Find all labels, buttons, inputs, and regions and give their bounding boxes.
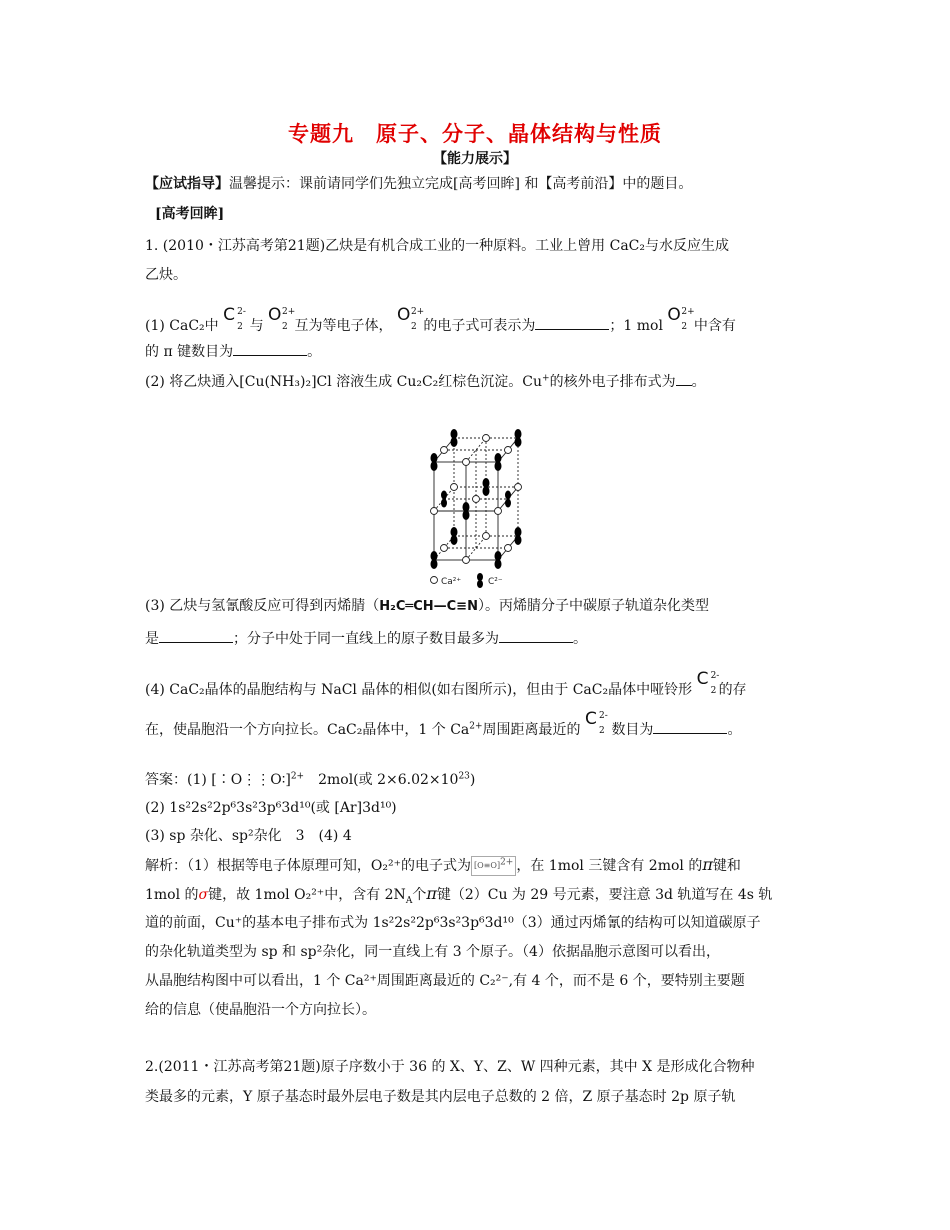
answer-blank[interactable] (535, 317, 609, 330)
analysis-text-a: 解析：（1）根据等电子体原理可知，O₂²⁺的电子式为 (145, 858, 471, 874)
answer-end: ) (469, 772, 476, 788)
figure-legend (431, 573, 503, 588)
exam-guide (145, 175, 692, 193)
q1-p4-text-a: (4) CaC₂晶体的晶胞结构与 NaCl 晶体的相似(如右图所示)，但由于 CaC₂晶体中哑铃形 (145, 682, 693, 698)
ion-o2-2plus: O 2+ 2 (396, 305, 425, 332)
pi-symbol: π (426, 884, 437, 903)
answer-line2: (2) 1s²2s²2p⁶3s²3p⁶3d¹⁰(或 [Ar]3d¹⁰) (145, 800, 397, 816)
ion-c2-2minus: C 2- 2 (696, 669, 720, 696)
q1-p4-l2-text-d: 。 (727, 722, 742, 738)
answer-blank[interactable] (233, 343, 307, 356)
legend-c: C²⁻ (488, 577, 503, 587)
q1-part1-line2 (145, 343, 321, 361)
q1-p1-l2-text-b: 。 (307, 344, 322, 360)
q1-part2 (145, 373, 706, 391)
sigma-symbol: σ (198, 887, 209, 903)
analysis-line4: 的杂化轨道类型为 sp 和 sp²杂化，同一直线上有 3 个原子。（4）依据晶胞示意图可以看出， (145, 944, 720, 960)
analysis-line6: 给的信息（使晶胞沿一个方向拉长）。 (145, 1002, 376, 1018)
q1-part4-line1 (145, 669, 747, 700)
q1-p3-l2-text-a: 是 (145, 631, 159, 647)
answer-blank[interactable] (653, 721, 727, 734)
analysis-text-b: ，在 1mol 三键含有 2mol 的 (516, 858, 703, 874)
q1-p3-l2-text-c: 。 (573, 631, 587, 647)
answer-line3: (3) sp 杂化、sp²杂化 3 (4) 4 (145, 828, 352, 844)
answer-blank[interactable] (159, 630, 233, 643)
analysis-l2-text-a: 1mol 的 (145, 887, 199, 903)
q2-stem-line2: 类最多的元素，Y 原子基态时最外层电子数是其内层电子总数的 2 倍，Z 原子基态时 2p 原子轨 (145, 1089, 736, 1105)
q1-p3-l2-text-b: ；分子中处于同一直线上的原子数目最多为 (233, 631, 499, 647)
q1-part4-line2 (145, 709, 742, 740)
q1-p1-text-f: 中含有 (693, 318, 736, 334)
guide-text: 温馨提示：课前请同学们先独立完成[高考回眸] 和【高考前沿】中的题目。 (229, 176, 693, 192)
answer-label: 答案：(1) (145, 772, 212, 788)
answer-blank[interactable] (676, 373, 692, 386)
q1-p1-text-d: 的电子式可表示为 (423, 318, 536, 334)
analysis-l2-text-c: 个 (412, 887, 427, 903)
answer-line1 (145, 771, 475, 789)
q1-p4-l2-text-b: 周围距离最近的 (482, 722, 581, 738)
q1-p3-text-b: ）。丙烯腈分子中碳原子轨道杂化类型 (477, 598, 709, 614)
q1-p2-text-c: 。 (691, 374, 706, 390)
q1-p1-text-a: (1) CaC₂中 (145, 318, 219, 334)
cac2-unit-cell-figure (420, 428, 530, 590)
analysis-line3: 道的前面，Cu⁺的基本电子排布式为 1s²2s²2p⁶3s²3p⁶3d¹⁰（3）通过丙烯氰的结构可以知道碳原子 (145, 915, 761, 931)
q1-p4-l2-text-a: 在，使晶胞沿一个方向拉长。CaC₂晶体中，1 个 Ca (145, 722, 470, 738)
ion-o2-2plus: O 2+ 2 (667, 305, 695, 332)
o2-electron-formula-image: $[O\equiv O]^{2+}$ (471, 856, 516, 876)
q1-stem-line2: 乙炔。 (145, 267, 187, 283)
legend-ca: Ca²⁺ (441, 577, 462, 587)
q1-p4-l2-text-c: 数目为 (611, 722, 654, 738)
q1-part3-line2 (145, 630, 587, 648)
q1-p1-text-c: 互为等电子体， (294, 318, 393, 334)
analysis-l2-text-d: 键（2）Cu 为 29 号元素，要注意 3d 轨道写在 4s 轨 (436, 887, 773, 903)
answer-exp: 23 (458, 771, 470, 782)
section-review-heading: [高考回眸] (155, 206, 225, 222)
q1-p2-sup: + (542, 373, 550, 384)
na-subscript: A (405, 895, 413, 906)
answer-rest: 2mol(或 2×6.02×10 (304, 772, 459, 788)
q1-p4-text-b: 的存 (718, 682, 747, 698)
analysis-text-c: 键和 (712, 858, 741, 874)
q1-stem-line1: 1. (2010・江苏高考第21题)乙炔是有机合成工业的一种原料。工业上曾用 CaC₂与水反应生成 (145, 238, 730, 254)
q1-part1-line1 (145, 305, 736, 336)
q1-p2-text-b: 的核外电子排布式为 (549, 374, 676, 390)
analysis-line2 (145, 885, 772, 904)
acrylonitrile-formula: H₂C═CH—C≡N (379, 599, 478, 614)
q1-p1-text-e: ；1 mol (609, 318, 663, 334)
q2-stem-line1: 2.(2011・江苏高考第21题)原子序数小于 36 的 X、Y、Z、W 四种元素，其中 X 是形成化合物种 (145, 1059, 755, 1075)
q1-p2-text-a: (2) 将乙炔通入[Cu(NH₃)₂]Cl 溶液生成 Cu₂C₂红棕色沉淀。Cu (145, 374, 543, 390)
guide-label: 【应试指导】 (145, 176, 229, 192)
ion-c2-2minus: C 2- 2 (584, 709, 608, 736)
page-title: 专题九 原子、分子、晶体结构与性质 (288, 122, 662, 146)
analysis-l2-text-b: 键，故 1mol O₂²⁺中，含有 2N (208, 887, 406, 903)
ion-c2-2minus: C 2- 2 (223, 305, 246, 332)
pi-symbol: π (702, 855, 713, 874)
q1-p3-text-a: (3) 乙炔与氢氰酸反应可得到丙烯腈（ (145, 598, 380, 614)
q1-p1-text-b: 与 (249, 318, 264, 334)
q1-p4-l2-sup: 2+ (469, 721, 483, 732)
answer-electron-formula: [∶O⋮⋮O∶] (211, 772, 291, 788)
page-subtitle: 【能力展示】 (433, 151, 517, 167)
ion-o2-2plus: O 2+ 2 (268, 305, 296, 332)
analysis-line1 (145, 856, 741, 876)
q1-p1-l2-text-a: 的 π 键数目为 (145, 344, 234, 360)
analysis-line5: 从晶胞结构图中可以看出，1 个 Ca²⁺周围距离最近的 C₂²⁻,有 4 个，而不是 6 个，要特别主要题 (145, 973, 745, 989)
q1-part3-line1 (145, 597, 709, 616)
answer-sup: 2+ (290, 771, 305, 782)
answer-blank[interactable] (499, 630, 573, 643)
